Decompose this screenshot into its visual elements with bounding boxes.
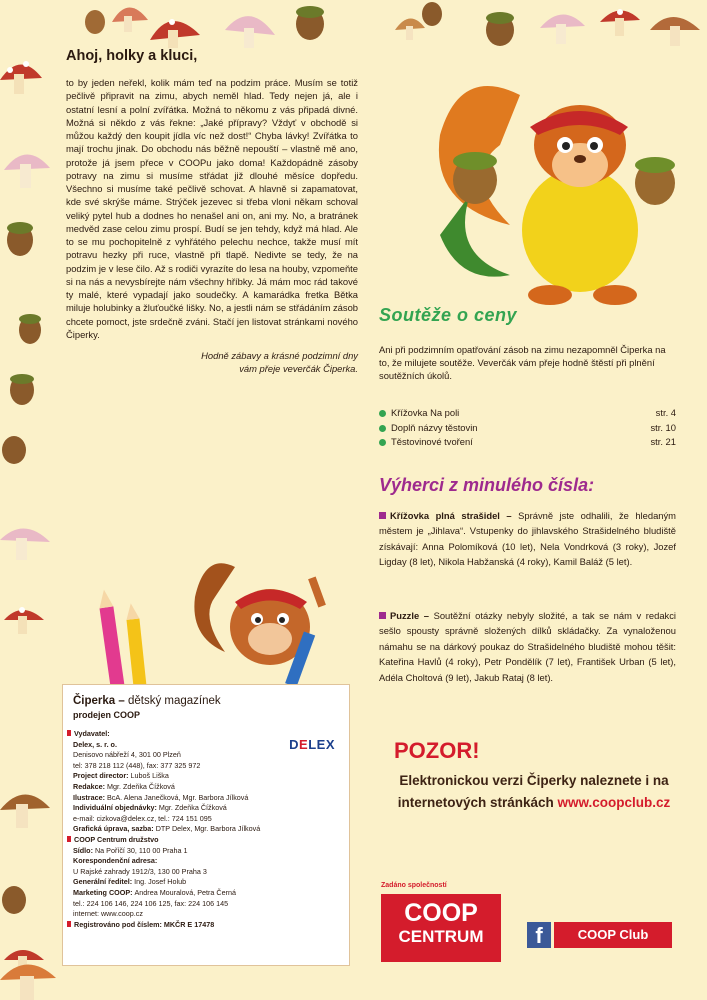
contest-item-page: str. 4 — [655, 407, 676, 418]
letter-greeting: Ahoj, holky a kluci, — [66, 48, 198, 64]
winners-crossword-heading: Křížovka plná strašidel – — [390, 510, 512, 521]
imprint-lines — [73, 729, 343, 930]
imprint-line — [73, 793, 343, 804]
winners-title: Výherci z minulého čísla: — [379, 475, 595, 495]
coop-logo-line1: COOP — [404, 899, 478, 927]
imprint-line: Vydavatel: — [73, 729, 343, 740]
contest-item — [379, 406, 676, 421]
hazelnut-icon — [7, 222, 33, 256]
imprint-value: Na Poříčí 30, 110 00 Praha 1 — [94, 845, 188, 855]
coop-club-logo[interactable]: COOP Club — [554, 922, 672, 948]
mushroom-icon — [150, 19, 200, 48]
mushroom-icon — [225, 16, 275, 48]
mushroom-icon — [0, 794, 50, 828]
imprint-line: Denisovo nábřeží 4, 301 00 Plzeň — [73, 750, 181, 760]
mushroom-icon — [4, 154, 50, 188]
imprint-value: DTP Delex, Mgr. Barbora Jílková — [155, 824, 261, 834]
imprint-line: tel.: 224 106 146, 224 106 125, fax: 224 106 145 — [73, 898, 229, 908]
imprint-line — [73, 771, 343, 782]
imprint-line: Korespondenční adresa: — [73, 856, 158, 866]
imprint-value: Ing. Josef Holub — [134, 877, 187, 887]
contest-item — [379, 421, 676, 436]
bullet-icon — [379, 439, 386, 446]
imprint-title-light: dětský magazínek — [124, 695, 221, 707]
mushroom-icon — [650, 17, 700, 46]
imprint-line: e-mail: cizkova@delex.cz, tel.: 724 151 095 — [73, 813, 212, 823]
left-margin-mushrooms-illustration — [0, 40, 56, 1000]
winners-puzzle — [379, 608, 676, 685]
coopclub-link[interactable]: www.coopclub.cz — [557, 795, 671, 810]
imprint-key: Project director: — [73, 771, 131, 781]
imprint-line: U Rajské zahrady 1912/3, 130 00 Praha 3 — [73, 866, 207, 876]
hazelnut-icon — [10, 374, 34, 405]
mushroom-icon — [395, 18, 425, 40]
hazelnut-icon — [2, 886, 26, 914]
squirrel-with-hazelnuts-illustration — [400, 55, 700, 310]
imprint-line: internet: www.coop.cz — [73, 909, 143, 919]
signature-line-2: vám přeje veverčák Čiperka. — [239, 363, 358, 374]
mushroom-icon — [0, 61, 42, 94]
winners-crossword-text: Správně jste odhalili, že hledaným městem je „Jihlava“. Vstupenky do jihlavského Strašidelného bludiště získávají: Anna Polomíková (10 let), Nela Vondrková (3 roky), Jozef Ligday (8 let), Nikola Habžanská (4 roky), Kamil Baláž (5 let). — [379, 510, 676, 568]
imprint-line: tel: 378 218 112 (448), fax: 377 325 972 — [73, 760, 201, 770]
coop-centrum-logo — [381, 894, 501, 962]
contest-item-page: str. 21 — [650, 436, 676, 447]
imprint-value: Mgr. Zdeňka Čížková — [106, 781, 175, 791]
winners-puzzle-text: Soutěžní otázky nebyly složité, a tak se nám v redakci sešlo spousty správně složených dílků skládačky. Za vynaloženou námahu se na dárkový poukaz do Strašidelného bludiště mohou těšit: Kateřina Havlů (4 roky), Petr Pondělík (7 let), František Urban (5 let), Adéla Choltová (9 let), Jakub Rataj (8 let). — [379, 610, 676, 683]
notice-body: Elektronickou verzi Čiperky naleznete i na internetových stránkách — [397, 773, 669, 810]
winners-puzzle-heading: Puzzle – — [390, 610, 429, 621]
hazelnut-icon — [635, 157, 675, 205]
imprint-value: BcA. Alena Janečková, Mgr. Barbora Jílková — [106, 792, 249, 802]
contest-title: Soutěže o ceny — [379, 305, 518, 325]
imprint-line: Delex, s. r. o. — [73, 739, 117, 749]
imprint-line — [73, 782, 343, 793]
imprint-line — [73, 877, 343, 888]
hazelnut-icon — [19, 314, 41, 344]
imprint-title-bold: Čiperka – — [73, 695, 125, 707]
contest-intro: Ani při podzimním opatřování zásob na zimu nezapomněl Čiperka na to, že milujete soutěže. Veverčák vám přeje hodně štěstí při plnění soutěžních úkolů. — [379, 344, 666, 382]
hazelnut-icon — [2, 436, 26, 464]
hazelnut-icon — [486, 12, 514, 46]
imprint-key: Sídlo: — [73, 845, 95, 855]
imprint-key: Marketing COOP: — [73, 887, 135, 897]
imprint-box — [62, 684, 350, 966]
editorial-letter — [66, 48, 358, 375]
contest-item-label: Těstovinové tvoření — [391, 436, 473, 447]
imprint-title — [73, 695, 221, 707]
imprint-subtitle: prodejen COOP — [73, 710, 141, 720]
mushroom-icon — [4, 607, 44, 634]
notice-text — [394, 770, 674, 814]
contest-list — [379, 406, 676, 450]
bottom-mushroom-illustration — [0, 950, 60, 1000]
imprint-line: COOP Centrum družstvo — [73, 835, 343, 846]
contest-item-label: Křížovka Na poli — [391, 407, 460, 418]
hazelnut-icon — [453, 152, 497, 204]
imprint-key: Grafická úprava, sazba: — [73, 824, 156, 834]
mushroom-icon — [112, 7, 148, 32]
bullet-icon — [379, 512, 386, 519]
imprint-line — [73, 824, 343, 835]
mushroom-icon — [600, 9, 640, 36]
signature-line-1: Hodně zábavy a krásné podzimní dny — [201, 350, 358, 361]
imprint-key: Redakce: — [73, 781, 107, 791]
imprint-key: Individuální objednávky: — [73, 803, 159, 813]
facebook-icon[interactable]: f — [527, 922, 551, 948]
hazelnut-icon — [85, 10, 105, 34]
coop-caption: Zadáno společností — [381, 882, 447, 889]
mushroom-icon — [540, 14, 585, 44]
hazelnut-icon — [296, 6, 324, 40]
bullet-icon — [379, 410, 386, 417]
mushroom-icon — [0, 528, 50, 560]
delex-logo: DELEX — [289, 737, 335, 752]
contest-item — [379, 435, 676, 450]
winners-crossword — [379, 508, 676, 570]
imprint-line: Registrováno pod číslem: MKČR E 17478 — [73, 920, 343, 931]
contest-item-page: str. 10 — [650, 421, 676, 433]
coop-logo-line2: CENTRUM — [398, 927, 484, 946]
contest-item-label: Doplň názvy těstovin — [391, 421, 478, 433]
notice-title: POZOR! — [394, 738, 480, 763]
imprint-line — [73, 888, 343, 899]
letter-signature — [66, 349, 358, 375]
squirrel-with-pencils-illustration — [85, 557, 355, 687]
hazelnut-icon — [422, 2, 442, 26]
imprint-value: Luboš Liška — [130, 771, 169, 781]
imprint-line — [73, 846, 343, 857]
imprint-key: Generální ředitel: — [73, 877, 135, 887]
imprint-value: Andrea Mouralová, Petra Černá — [134, 887, 236, 897]
bullet-icon — [379, 425, 386, 432]
letter-body: to by jeden neřekl, kolik mám teď na podzim práce. Musím se totiž pečlivě připravit na zimu, abych neměl hlad. Tedy nejen já, ale i ostatní lesní a polní zvířátka. Možná to někomu z vás připadá divné. Možná si někdo z vás řekne: „Jaké přípravy? Vždyť v obchodě si můžou každý den koupit jídla víc než dost!“ Chyba lávky! Zvířátka to mají trochu jinak. Do obchodu nás běžně nepouští – vlastně mě ano, protože já jsem přece v COOPu jako doma! Každopádně zásoby potravy na zimu si musíme střádat již dlouhé měsíce dopředu. Všechno si musíme také pečlivě schovat. A hlavně si zapamatovat, kde své skrýše máme. Strýček jezevec si třeba vloni někam schoval veliký pytel hub a dodnes ho nenašel ani on, ani my. No, a bratránek medvěd zase celou zimu prospí. Budí se jen tehdy, když má hlad. Ale to se mu pochopitelně z vyhřátého pelechu nechce, takže musí mít potravu hezky při ruce, vlastně při tlapě. Nedivte se tedy, že na podzim je v lese čilo. Až s rodiči vyrazíte do lesa na houby, vzpomeňte si na nás a nevysbírejte nám všechny hříbky. Já mám moc rád takové ty malé, které vypadají jako soudečky. A kamarádka fretka Bětka miluje holubinky a žluťoučké lišky. No, a jestli nám se střádáním zásob chcete pomoct, jste srdečně zváni. Stačí jen listovat stránkami nového Čiperky. — [66, 77, 359, 340]
imprint-value: Mgr. Zdeňka Čížková — [158, 803, 227, 813]
imprint-line — [73, 803, 343, 814]
imprint-key: Ilustrace: — [73, 792, 107, 802]
bullet-icon — [379, 612, 386, 619]
